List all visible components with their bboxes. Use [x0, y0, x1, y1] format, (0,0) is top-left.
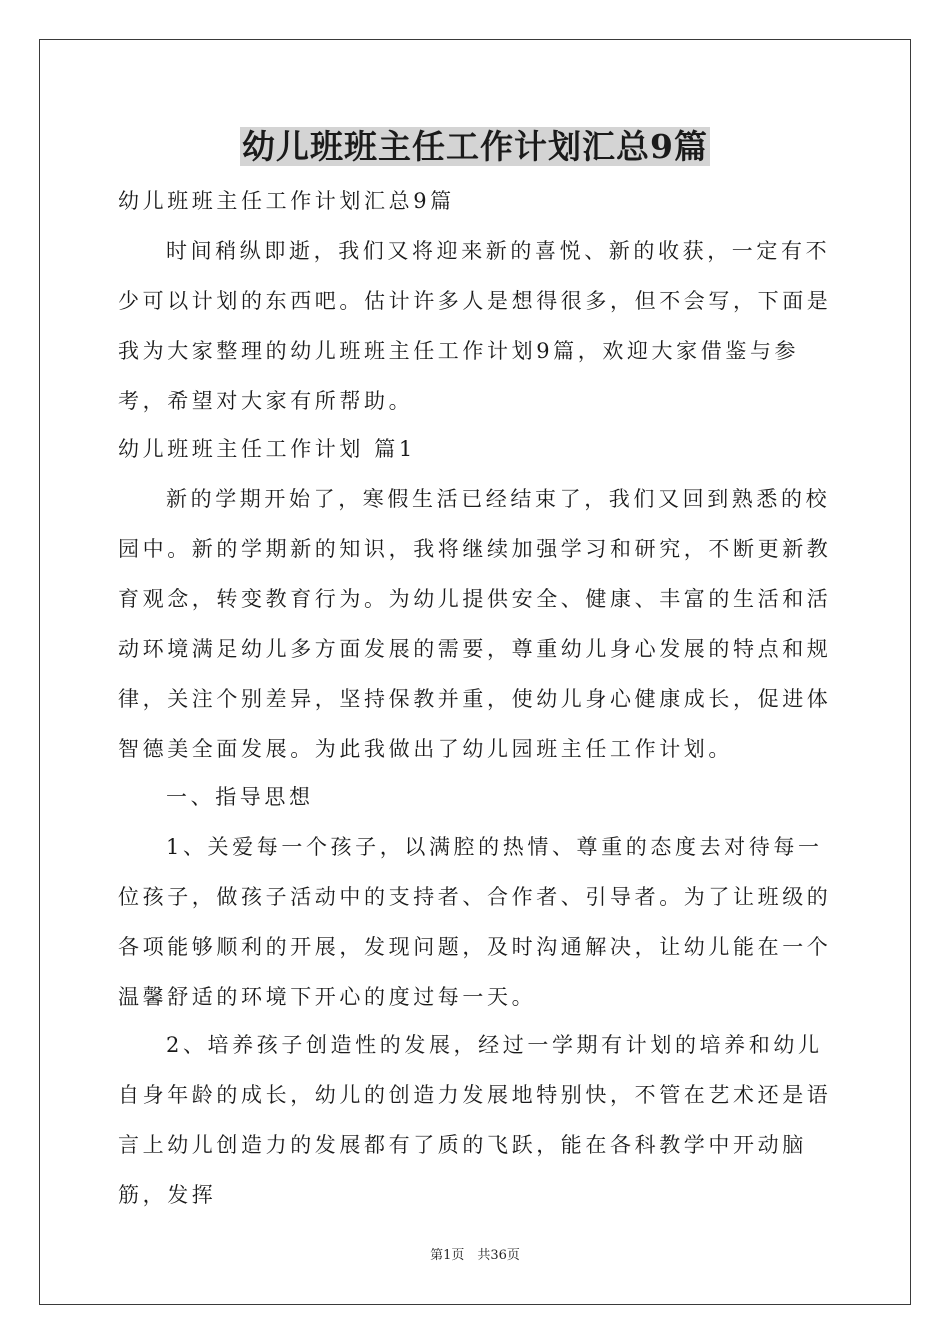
title-text: 幼儿班班主任工作计划汇总9篇 [242, 127, 708, 166]
subtitle-line: 幼儿班班主任工作计划汇总9篇 [118, 189, 455, 213]
page-footer: 第1页 共36页 [430, 1248, 520, 1263]
section-paragraph: 新的学期开始了，寒假生活已经结束了，我们又回到熟悉的校园中。新的学期新的知识，我将继续加强学习和研究，不断更新教育观念，转变教育行为。为幼儿提供安全、健康、丰富的生活和活动环境满足幼儿多方面发展的需要，尊重幼儿身心发展的特点和规律，关注个别差异，坚持保教并重，使幼儿身心健康成长，促进体智德美全面发展。为此我做出了幼儿园班主任工作计划。 [118, 487, 832, 761]
point-2-paragraph: 2、培养孩子创造性的发展，经过一学期有计划的培养和幼儿自身年龄的成长，幼儿的创造力发展地特别快，不管在艺术还是语言上幼儿创造力的发展都有了质的飞跃，能在各科教学中开动脑筋，发挥 [118, 1033, 832, 1207]
point-1-paragraph: 1、关爱每一个孩子，以满腔的热情、尊重的态度去对待每一位孩子，做孩子活动中的支持者、合作者、引导者。为了让班级的各项能够顺利的开展，发现问题，及时沟通解决，让幼儿能在一个温馨舒适的环境下开心的度过每一天。 [118, 835, 832, 1009]
section-heading: 幼儿班班主任工作计划 篇1 [118, 437, 416, 461]
intro-paragraph: 时间稍纵即逝，我们又将迎来新的喜悦、新的收获，一定有不少可以计划的东西吧。估计许多人是想得很多，但不会写，下面是我为大家整理的幼儿班班主任工作计划9篇，欢迎大家借鉴与参考，希望对大家有所帮助。 [118, 239, 832, 413]
document-title [0, 122, 950, 172]
guide-heading: 一、指导思想 [166, 785, 314, 809]
